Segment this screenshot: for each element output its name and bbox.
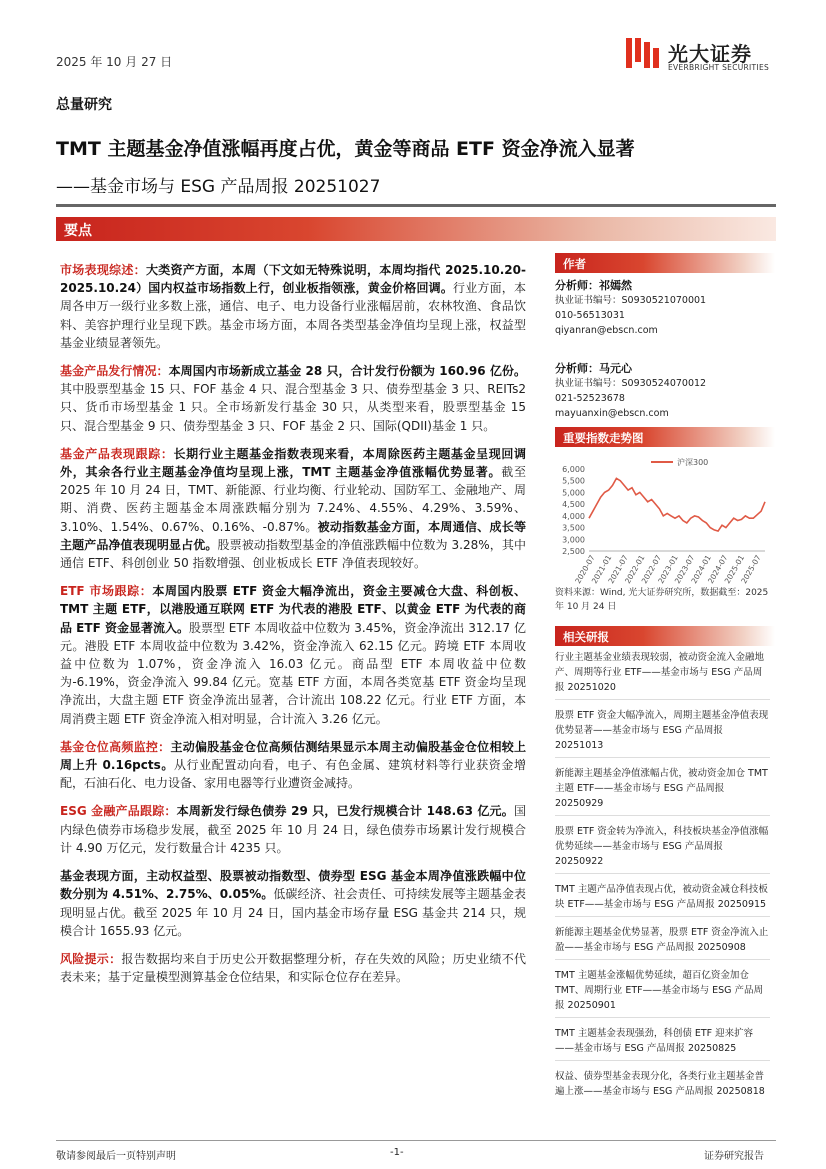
index-trend-chart <box>555 455 775 585</box>
label-risk-warning: 风险提示： <box>60 951 122 966</box>
label-position-monitor: 基金仓位高频监控： <box>60 739 171 754</box>
everbright-logo-icon <box>624 36 662 74</box>
analyst-phone: 010-56513031 <box>555 310 625 321</box>
x-tick-label: 2024-07 <box>706 553 730 585</box>
paragraph-risk-warning: 风险提示：报告数据均来自于历史公开数据整理分析，存在失效的风险；历史业绩不代表未来；基于定量模型测算基金仓位结果，和实际仓位存在差异。 <box>60 951 526 985</box>
y-tick-label: 4,000 <box>562 511 585 521</box>
paragraph-esg-products: ESG 金融产品跟踪：本周新发行绿色债券 29 只，已发行规模合计 148.63 亿元。国内绿色债券市场稳步发展，截至 2025 年 10 月 24 日，绿色债券市场累计发行规模合计 4.90 万亿元，发行数量合计 4235 只。 <box>60 804 527 855</box>
analyst-email[interactable]: mayuanxin@ebscn.com <box>555 408 669 419</box>
main-body <box>60 261 526 996</box>
x-tick-label: 2022-01 <box>623 553 647 585</box>
report-date: 2025 年 10 月 27 日 <box>56 55 173 69</box>
label-esg-products: ESG 金融产品跟踪： <box>60 804 177 819</box>
related-report-link[interactable]: TMT 主题基金表现强劲，科创债 ETF 迎来扩容——基金市场与 ESG 产品周报 20250825 <box>555 1026 770 1061</box>
label-market-overview: 市场表现综述： <box>60 263 146 277</box>
y-tick-label: 3,000 <box>562 535 585 545</box>
related-header <box>555 626 775 646</box>
related-report-link[interactable]: TMT 主题基金涨幅优势延续，超百亿资金加仓 TMT、周期行业 ETF——基金市场与 ESG 产品周报 20250901 <box>555 968 770 1018</box>
related-section <box>555 626 775 646</box>
y-tick-label: 5,000 <box>562 488 585 498</box>
footer-report-type: 证券研究报告 <box>704 1151 764 1162</box>
legend-label: 沪深300 <box>677 458 709 467</box>
x-tick-label: 2023-07 <box>672 553 697 585</box>
company-logo <box>624 36 774 76</box>
x-tick-label: 2024-01 <box>689 553 713 585</box>
y-tick-label: 4,500 <box>562 500 585 510</box>
paragraph-esg-performance: 基金表现方面，主动权益型、股票被动指数型、债券型 ESG 基金本周净值涨跌幅中位数分别为 4.51%、2.75%、0.05%。低碳经济、社会责任、可持续发展等主题基金表现明显占优。截至 2025 年 10 月 24 日，国内基金市场存量 ESG 基金共 214 只，规模合计 1655.93 亿元。 <box>60 869 526 938</box>
title-divider <box>56 204 776 207</box>
analyst-name: 分析师：马元心 <box>555 362 632 375</box>
key-points-label: 要点 <box>64 223 92 239</box>
footer-disclaimer: 敬请参阅最后一页特别声明 <box>56 1151 176 1162</box>
authors-label: 作者 <box>563 257 586 271</box>
analyst-email[interactable]: qiyanran@ebscn.com <box>555 325 658 336</box>
paragraph-position-monitor: 基金仓位高频监控：主动偏股基金仓位高频估测结果显示本周主动偏股基金仓位相较上周上升 0.16pcts。从行业配置动向看，电子、有色金属、建筑材料等行业获资金增配，石油石化、电力设备、家用电器等行业遭资金减持。 <box>60 739 526 791</box>
y-tick-label: 3,500 <box>562 523 585 533</box>
label-etf-tracking: ETF 市场跟踪： <box>60 584 153 599</box>
label-fund-issuance: 基金产品发行情况： <box>60 364 169 379</box>
related-reports-list <box>555 650 770 1111</box>
y-tick-label: 5,500 <box>562 476 585 486</box>
related-report-link[interactable]: 新能源主题基金优势显著，股票 ETF 资金净流入止盈——基金市场与 ESG 产品周报 20250908 <box>555 925 770 960</box>
label-fund-performance: 基金产品表现跟踪： <box>60 446 174 461</box>
paragraph-fund-issuance: 基金产品发行情况：本周国内市场新成立基金 28 只，合计发行份额为 160.96 亿份。其中股票型基金 15 只、FOF 基金 4 只、混合型基金 3 只、债券型基金 3 只、REITs2 只、货币市场型基金 1 只。全市场新发行基金 30 只，从类型来看，股票型基金 15 只、混合型基金 9 只、债券型基金 3 只、FOF 基金 2 只、国际(QDII)基金 1 只。 <box>60 364 526 433</box>
y-tick-label: 2,500 <box>562 547 585 556</box>
report-subtitle: ——基金市场与 ESG 产品周报 20251027 <box>56 177 381 197</box>
logo-name-cn: 光大证券 <box>668 42 752 66</box>
series-line-hs300 <box>589 478 765 531</box>
related-report-link[interactable]: 股票 ETF 资金大幅净流入，周期主题基金净值表现优势显著——基金市场与 ESG 产品周报 20251013 <box>555 708 770 758</box>
analyst-name: 分析师：祁嫣然 <box>555 279 632 292</box>
x-tick-label: 2020-07 <box>573 553 597 585</box>
authors-section <box>555 253 775 421</box>
x-tick-label: 2021-01 <box>589 553 614 585</box>
paragraph-etf-tracking: ETF 市场跟踪：本周国内股票 ETF 资金大幅净流出，资金主要减仓大盘、科创板、TMT 主题 ETF，以港股通互联网 ETF 为代表的港股 ETF、以黄金 ETF 为代表的商品 ETF 资金显著流入。股票型 ETF 本周收益中位数为 3.45%，资金净流出 312.17 亿元。港股 ETF 本周收益中位数为 3.42%，资金净流入 62.15 亿元。跨境 ETF 本周收益中位数为 1.07%，资金净流入 16.03 亿元。商品型 ETF 本周收益中位数为-6.19%，资金净流入 99.84 亿元。宽基 ETF 方面，本周各类宽基 ETF 资金均呈现净流出，大盘主题 ETF 资金净流出显著，合计流出 108.22 亿元。行业 ETF 方面，本周消费主题 ETF 资金净流入相对明显，合计流入 3.26 亿元。 <box>60 584 527 726</box>
analyst-license: 执业证书编号：S0930521070001 <box>555 295 707 306</box>
related-report-link[interactable]: 行业主题基金业绩表现较弱，被动资金流入金融地产、周期等行业 ETF——基金市场与 ESG 产品周报 20251020 <box>555 650 770 700</box>
x-tick-label: 2025-01 <box>722 553 747 585</box>
related-report-link[interactable]: 权益、债券型基金表现分化，各类行业主题基金普遍上涨——基金市场与 ESG 产品周报 20250818 <box>555 1071 765 1097</box>
analyst-phone: 021-52523678 <box>555 393 625 404</box>
chart-section <box>555 427 775 447</box>
authors-header <box>555 253 775 273</box>
footer-divider <box>56 1140 776 1141</box>
analyst-card <box>555 360 775 421</box>
chart-title: 重要指数走势图 <box>563 431 644 445</box>
y-tick-label: 6,000 <box>562 465 585 474</box>
x-tick-label: 2023-01 <box>656 553 680 585</box>
page-number: -1- <box>390 1147 404 1158</box>
analyst-card <box>555 277 775 338</box>
report-category: 总量研究 <box>56 97 112 113</box>
analyst-license: 执业证书编号：S0930524070012 <box>555 378 707 389</box>
related-report-link[interactable]: TMT 主题产品净值表现占优，被动资金减仓科技板块 ETF——基金市场与 ESG 产品周报 20250915 <box>555 882 770 917</box>
related-label: 相关研报 <box>563 630 609 644</box>
key-points-header <box>56 217 776 241</box>
paragraph-fund-performance: 基金产品表现跟踪：长期行业主题基金指数表现来看，本周除医药主题基金呈现回调外，其余各行业主题基金净值均呈现上涨，TMT 主题基金净值涨幅优势显著。截至 2025 年 10 月 24 日，TMT、新能源、行业均衡、行业轮动、国防军工、金融地产、周期、消费、医药主题基金本周涨跌幅分别为 7.24%、4.55%、4.29%、3.59%、3.10%、1.54%、0.67%、0.16%、-0.87%。被动指数基金方面，本周通信、成长等主题产品净值表现明显占优。股票被动指数型基金的净值涨跌幅中位数为 3.28%，其中通信 ETF、科创创业 50 指数增强、创业板成长 ETF 净值表现较好。 <box>60 446 526 571</box>
chart-source: 资料来源：Wind, 光大证券研究所，数据截至：2025 年 10 月 24 日 <box>555 588 769 612</box>
related-report-link[interactable]: 新能源主题基金净值涨幅占优，被动资金加仓 TMT 主题 ETF——基金市场与 ESG 产品周报 20250929 <box>555 766 770 816</box>
chart-header <box>555 427 775 447</box>
report-title: TMT 主题基金净值涨幅再度占优，黄金等商品 ETF 资金净流入显著 <box>56 138 635 160</box>
paragraph-market-overview: 市场表现综述：大类资产方面，本周（下文如无特殊说明，本周均指代 2025.10.20-2025.10.24）国内权益市场指数上行，创业板指领涨，黄金价格回调。行业方面，本周各申万一级行业多数上涨，通信、电子、电力设备行业涨幅居前，农林牧渔、食品饮料、美容护理行业呈现下跌。基金市场方面，本周各类型基金净值均呈现上涨，权益型基金业绩显著领先。 <box>60 263 526 350</box>
x-tick-label: 2021-07 <box>606 553 630 585</box>
x-tick-label: 2022-07 <box>639 553 664 585</box>
related-report-link[interactable]: 股票 ETF 资金转为净流入，科技板块基金净值涨幅优势延续——基金市场与 ESG 产品周报 20250922 <box>555 824 770 874</box>
x-tick-label: 2025-07 <box>739 553 763 585</box>
logo-name-en: EVERBRIGHT SECURITIES <box>668 63 770 72</box>
